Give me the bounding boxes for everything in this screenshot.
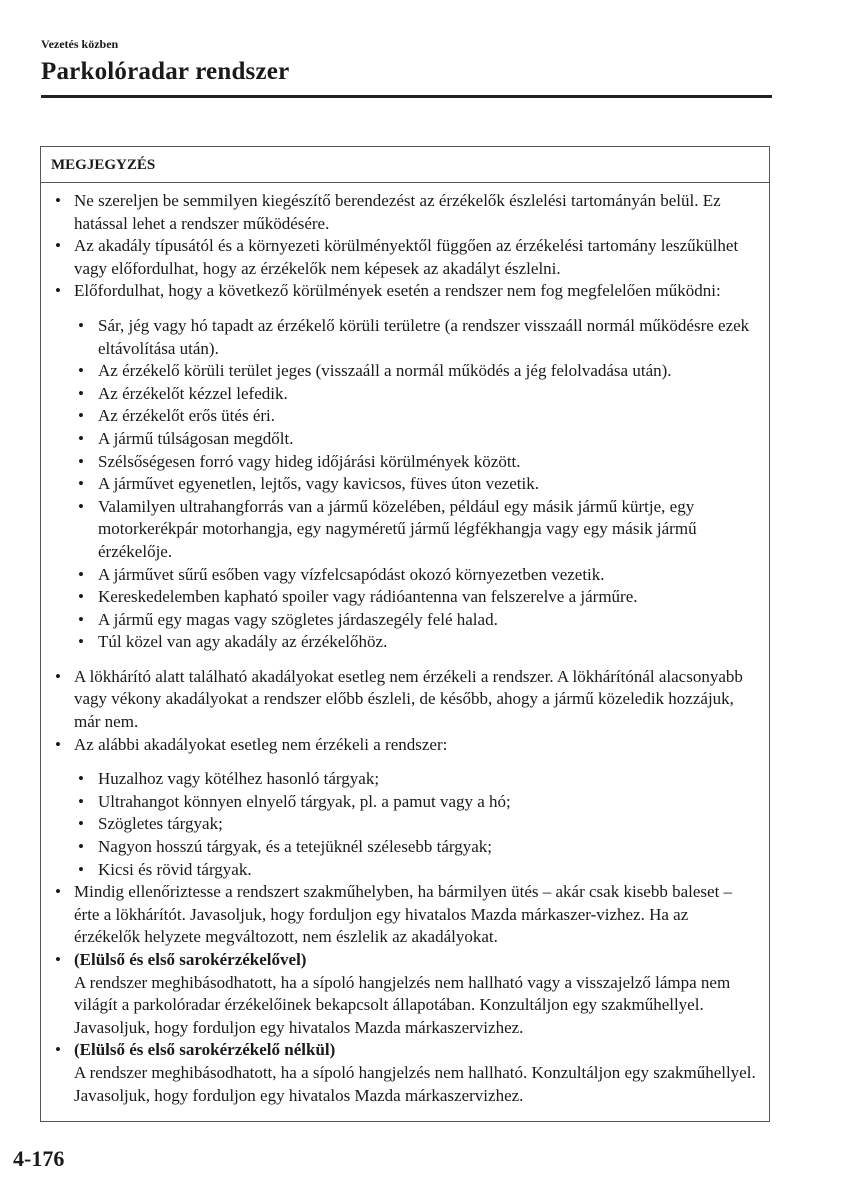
note-item-5: • Az alábbi akadályokat esetleg nem érzékeli a rendszer:	[53, 734, 757, 757]
condition-item: • Az érzékelőt kézzel lefedik.	[53, 383, 757, 406]
condition-item: • Kereskedelemben kapható spoiler vagy rádióantenna van felszerelve a járműre.	[53, 586, 757, 609]
note-item-4: • A lökhárító alatt található akadályokat esetleg nem érzékeli a rendszer. A lökhárítónál alacsonyabb vagy vékony akadályokat a rendszer előbb észleli, de később, ahogy a jármű közeledik hozzájuk, már nem.	[53, 666, 757, 734]
condition-item: • A jármű túlságosan megdőlt.	[53, 428, 757, 451]
title-rule	[41, 95, 772, 98]
note-item-6: • Mindig ellenőriztesse a rendszert szakműhelyben, ha bármilyen ütés – akár csak kisebb baleset – érte a lökhárítót. Javasoljuk, hogy forduljon egy hivatalos Mazda márkaszer-vizhez. Ha az érzékelők helyzete megváltozott, nem észlelik az akadályokat.	[53, 881, 757, 949]
page-title: Parkolóradar rendszer	[41, 58, 290, 85]
object-item: • Ultrahangot könnyen elnyelő tárgyak, pl. a pamut vagy a hó;	[53, 791, 757, 814]
note-list-3	[53, 881, 757, 1107]
note-item-7-text: A rendszer meghibásodhatott, ha a sípoló hangjelzés nem hallható vagy a visszajelző lámpa nem világít a parkolóradar érzékelőinek bekapcsolt állapotában. Konzultáljon egy szakműhellyel. Javasoljuk, hogy forduljon egy hivatalos Mazda márkaszervizhez.	[74, 972, 731, 1037]
condition-item: • A jármű egy magas vagy szögletes járdaszegély felé halad.	[53, 609, 757, 632]
object-item: • Huzalhoz vagy kötélhez hasonló tárgyak;	[53, 768, 757, 791]
page-number: 4-176	[13, 1146, 65, 1171]
note-item-7	[53, 949, 757, 1039]
note-item-3	[53, 280, 757, 303]
object-item: • Szögletes tárgyak;	[53, 813, 757, 836]
condition-item: • Sár, jég vagy hó tapadt az érzékelő körüli területre (a rendszer visszaáll normál működésre ezek eltávolítása után).	[53, 315, 757, 360]
condition-item: • Az érzékelőt erős ütés éri.	[53, 405, 757, 428]
condition-item: • Valamilyen ultrahangforrás van a jármű közelében, például egy másik jármű kürtje, egy motorkerékpár motorhangja, egy nagyméretű jármű légfékhangja vagy egy másik jármű érzékelője.	[53, 496, 757, 564]
note-item-8-text: A rendszer meghibásodhatott, ha a sípoló hangjelzés nem hallható. Konzultáljon egy szakműhellyel. Javasoljuk, hogy forduljon egy hivatalos Mazda márkaszervizhez.	[74, 1062, 756, 1105]
note-body	[41, 183, 769, 1107]
note-item-7-title: • (Elülső és első sarokérzékelővel)	[74, 950, 307, 969]
condition-item: • Szélsőségesen forró vagy hideg időjárási körülmények között.	[53, 451, 757, 474]
condition-item: • Túl közel van agy akadály az érzékelőhöz.	[53, 631, 757, 654]
note-item-8	[53, 1039, 757, 1107]
note-item-3-text: Előfordulhat, hogy a következő körülmények esetén a rendszer nem fog megfelelően működni:	[74, 281, 721, 301]
condition-item: • A járművet egyenetlen, lejtős, vagy kavicsos, füves úton vezetik.	[53, 473, 757, 496]
note-list	[53, 190, 757, 303]
objects-sublist	[53, 768, 757, 881]
note-heading: MEGJEGYZÉS	[41, 147, 769, 183]
condition-item: • A járművet sűrű esőben vagy vízfelcsapódást okozó környezetben vezetik.	[53, 564, 757, 587]
condition-item: • Az érzékelő körüli terület jeges (visszaáll a normál működés a jég felolvadása után).	[53, 360, 757, 383]
note-item-1: • Ne szereljen be semmilyen kiegészítő berendezést az érzékelők észlelési tartományán belül. Ez hatással lehet a rendszer működésére.	[53, 190, 757, 235]
object-item: • Nagyon hosszú tárgyak, és a tetejüknél szélesebb tárgyak;	[53, 836, 757, 859]
note-box	[40, 146, 770, 1122]
note-item-2: • Az akadály típusától és a környezeti körülményektől függően az érzékelési tartomány leszűkülhet vagy előfordulhat, hogy az érzékelők nem képesek az akadályt észlelni.	[53, 235, 757, 280]
note-item-8-title: • (Elülső és első sarokérzékelő nélkül)	[74, 1040, 336, 1060]
object-item: • Kicsi és rövid tárgyak.	[53, 859, 757, 882]
conditions-sublist	[53, 315, 757, 654]
section-label: Vezetés közben	[41, 37, 119, 51]
note-list-2	[53, 666, 757, 756]
